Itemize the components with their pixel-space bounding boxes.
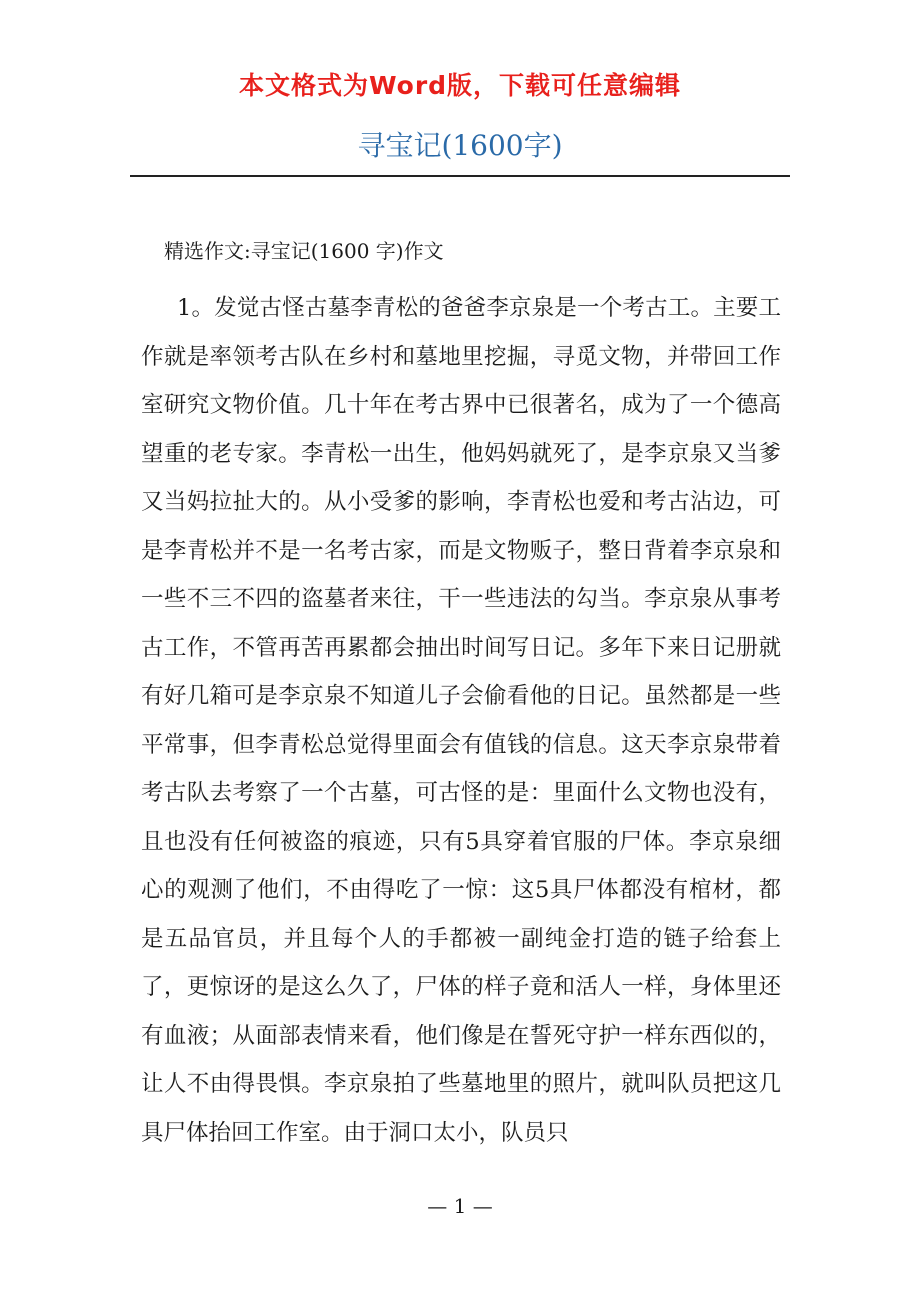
body-paragraph: 1。发觉古怪古墓李青松的爸爸李京泉是一个考古工。主要工作就是率领考古队在乡村和墓地里挖掘，寻觅文物，并带回工作室研究文物价值。几十年在考古界中已很著名，成为了一个德高望重的老专家。李青松一出生，他妈妈就死了，是李京泉又当爹又当妈拉扯大的。从小受爹的影响，李青松也爱和考古沾边，可是李青松并不是一名考古家，而是文物贩子，整日背着李京泉和一些不三不四的盗墓者来往，干一些违法的勾当。李京泉从事考古工作，不管再苦再累都会抽出时间写日记。多年下来日记册就有好几箱可是李京泉不知道儿子会偷看他的日记。虽然都是一些平常事，但李青松总觉得里面会有值钱的信息。这天李京泉带着考古队去考察了一个古墓，可古怪的是：里面什么文物也没有，且也没有任何被盗的痕迹，只有5具穿着官服的尸体。李京泉细心的观测了他们，不由得吃了一惊：这5具尸体都没有棺材，都是五品官员，并且每个人的手都被一副纯金打造的链子给套上了，更惊讶的是这么久了，尸体的样子竟和活人一样，身体里还有血液；从面部表情来看，他们像是在誓死守护一样东西似的，让人不由得畏惧。李京泉拍了些墓地里的照片，就叫队员把这几具尸体抬回工作室。由于洞口太小，队员只 <box>141 295 781 1146</box>
document-title: 寻宝记(1600字) <box>357 129 563 162</box>
document-subtitle: 精选作文:寻宝记(1600 字)作文 <box>164 239 444 263</box>
title-divider <box>130 175 790 177</box>
page-number: — 1 — <box>427 1194 493 1218</box>
format-notice-banner: 本文格式为Word版，下载可任意编辑 <box>238 71 682 100</box>
